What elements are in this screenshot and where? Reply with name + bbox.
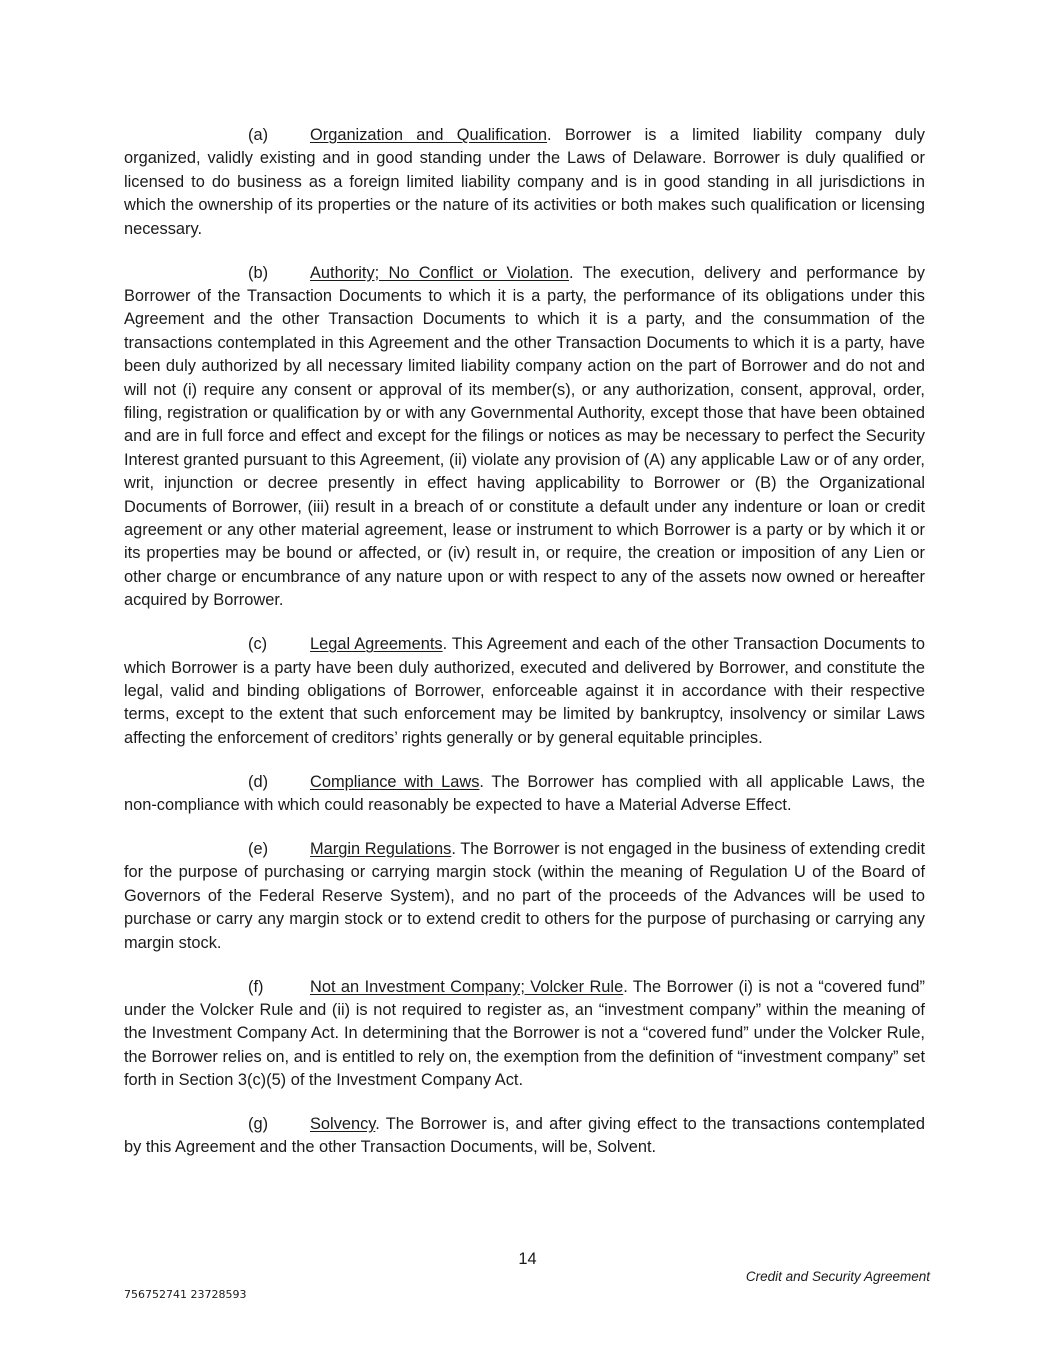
page-number: 14: [518, 1250, 537, 1268]
paragraph-heading: Solvency: [310, 1115, 376, 1134]
paragraph-heading: Margin Regulations: [310, 839, 452, 858]
paragraph-number: (d): [248, 772, 269, 791]
paragraph-d: [124, 771, 925, 818]
paragraph-heading: Compliance with Laws: [310, 772, 480, 791]
footer-document-title: Credit and Security Agreement: [745, 1269, 930, 1284]
document-body: [124, 124, 925, 1180]
paragraph-e: [124, 838, 925, 955]
paragraph-text: . This Agreement and each of the other Transaction Documents to which Borrower is a party have been duly authorized, executed and delivered by Borrower, and constitute the legal, valid and binding obligations of Borrower, enforceable against it in accordance with their respective terms, except to the extent that such enforcement may be limited by bankruptcy, insolvency or similar Laws affecting the enforcement of creditors’ rights generally or by general equitable principles.: [124, 635, 925, 747]
paragraph-f: [124, 976, 925, 1093]
paragraph-text: . The Borrower is, and after giving effect to the transactions contemplated by this Agreement and the other Transaction Documents, will be, Solvent.: [124, 1115, 925, 1157]
paragraph-heading: Legal Agreements: [310, 635, 443, 654]
paragraph-number: (c): [248, 635, 268, 654]
paragraph-number: (g): [248, 1115, 269, 1134]
paragraph-number: (f): [248, 977, 264, 996]
paragraph-text: . Borrower is a limited liability company duly organized, validly existing and in good standing under the Laws of Delaware. Borrower is duly qualified or licensed to do business as a foreign limited liability company and is in good standing in all jurisdictions in which the ownership of its properties or the nature of its activities or both makes such qualification or licensing necessary.: [124, 126, 925, 238]
paragraph-heading: Authority; No Conflict or Violation: [310, 263, 570, 282]
paragraph-heading: Organization and Qualification: [310, 126, 548, 144]
paragraph-c: [124, 633, 925, 750]
paragraph-b: [124, 262, 925, 613]
paragraph-g: [124, 1113, 925, 1160]
paragraph-text: . The execution, delivery and performance by Borrower of the Transaction Documents to which it is a party, the performance of its obligations under this Agreement and the other Transaction Documents to which it is a party, and the consummation of the transactions contemplated in this Agreement and the other Transaction Documents to which it is a party, have been duly authorized by all necessary limited liability company action on the part of Borrower and do not and will not (i) require any consent or approval of its member(s), or any authorization, consent, approval, order, filing, registration or qualification by or with any Governmental Authority, except those that have been obtained and are in full force and effect and except for the filings or notices as may be necessary to perfect the Security Interest granted pursuant to this Agreement, (ii) violate any provision of (A) any applicable Law or of any order, writ, injunction or decree presently in effect having applicability to Borrower or (B) the Organizational Documents of Borrower, (iii) result in a breach of or constitute a default under any indenture or loan or credit agreement or any other material agreement, lease or instrument to which Borrower is a party or by which it or its properties may be bound or affected, or (iv) result in, or require, the creation or imposition of any Lien or other charge or encumbrance of any nature upon or with respect to any of the assets now owned or hereafter acquired by Borrower.: [124, 263, 925, 610]
paragraph-a: [124, 124, 925, 241]
footer-document-id: 756752741 23728593: [124, 1288, 247, 1301]
paragraph-number: (a): [248, 126, 269, 144]
paragraph-text: . The Borrower is not engaged in the business of extending credit for the purpose of purchasing or carrying margin stock (within the meaning of Regulation U of the Board of Governors of the Federal Reserve System), and no part of the proceeds of the Advances will be used to purchase or carry any margin stock or to extend credit to others for the purpose of purchasing or carrying any margin stock.: [124, 839, 925, 952]
paragraph-text: . The Borrower has complied with all applicable Laws, the non-compliance with which could reasonably be expected to have a Material Adverse Effect.: [124, 772, 925, 815]
paragraph-text: . The Borrower (i) is not a “covered fund” under the Volcker Rule and (ii) is not required to register as, an “investment company” within the meaning of the Investment Company Act. In determining that the Borrower is not a “covered fund” under the Volcker Rule, the Borrower relies on, and is entitled to rely on, the exemption from the definition of “investment company” set forth in Section 3(c)(5) of the Investment Company Act.: [124, 977, 925, 1090]
paragraph-number: (e): [248, 839, 269, 858]
paragraph-number: (b): [248, 263, 269, 282]
paragraph-heading: Not an Investment Company; Volcker Rule: [310, 977, 624, 996]
